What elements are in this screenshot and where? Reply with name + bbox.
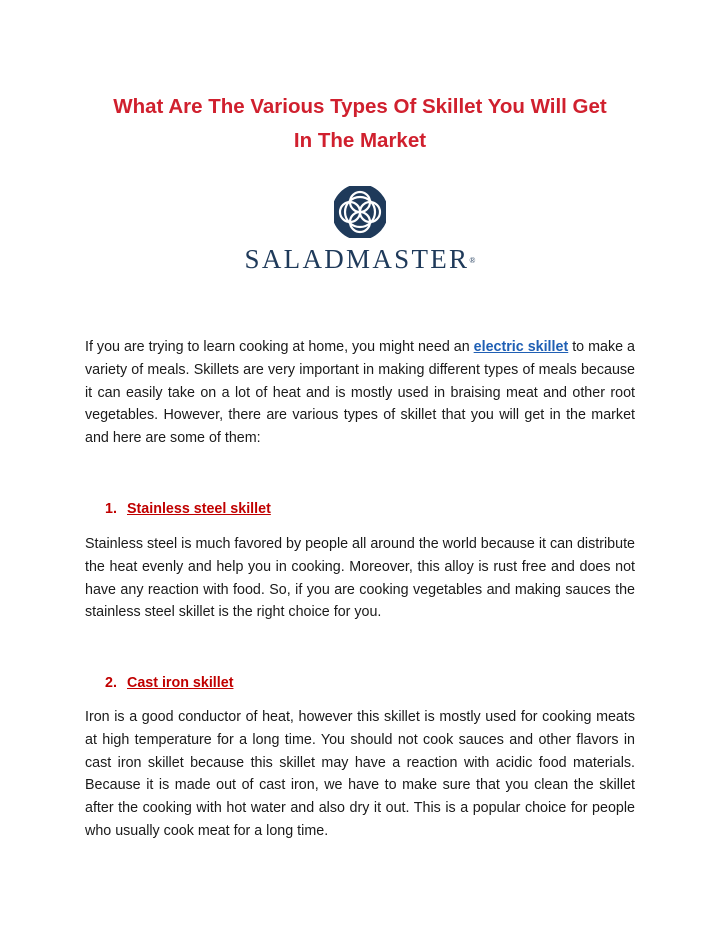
- saladmaster-logo: [240, 186, 480, 276]
- page-title-line-2: In The Market: [293, 129, 427, 152]
- section-heading-text: Stainless steel skillet: [127, 501, 271, 517]
- page-title-line-1: What Are The Various Types Of Skillet You Will Get: [113, 95, 607, 118]
- section-number: 1.: [105, 501, 117, 517]
- electric-skillet-link[interactable]: electric skillet: [473, 339, 569, 355]
- section-heading-cast-iron: [105, 673, 233, 693]
- section-number: 2.: [105, 675, 117, 691]
- intro-paragraph: [85, 336, 635, 450]
- intro-text-before: If you are trying to learn cooking at home, you might need an: [85, 339, 474, 355]
- saladmaster-wordmark: [240, 244, 480, 274]
- wordmark-text: SALADMASTER: [244, 244, 470, 274]
- section-heading-text: Cast iron skillet: [127, 675, 234, 691]
- section-heading-stainless-steel: [105, 499, 271, 519]
- page-title: [60, 90, 660, 158]
- saladmaster-logo-icon: [334, 186, 386, 238]
- registered-mark: ®: [469, 256, 476, 265]
- section-body-cast-iron: Iron is a good conductor of heat, however this skillet is mostly used for cooking meats at high temperature for a long time. You should not cook sauces and other flavors in cast iron skillet because this skillet may have a reaction with acidic food materials. Because it is made out of cast iron, we have to make sure that you clean the skillet after the cooking with hot water and also dry it out. This is a popular choice for people who usually cook meat for a long time.: [85, 709, 635, 839]
- intro-text-after: to make a variety of meals. Skillets are very important in making different types of meals because it can easily take on a lot of heat and is mostly used in braising meat and other root vegetables. However, there are various types of skillet that you will get in the market and here are some of them:: [85, 339, 635, 447]
- section-body-stainless-steel: Stainless steel is much favored by people all around the world because it can distribute the heat evenly and help you in cooking. Moreover, this alloy is rust free and does not have any reaction with food. So, if you are cooking vegetables and making sauces the stainless steel skillet is the right choice for you.: [85, 536, 635, 621]
